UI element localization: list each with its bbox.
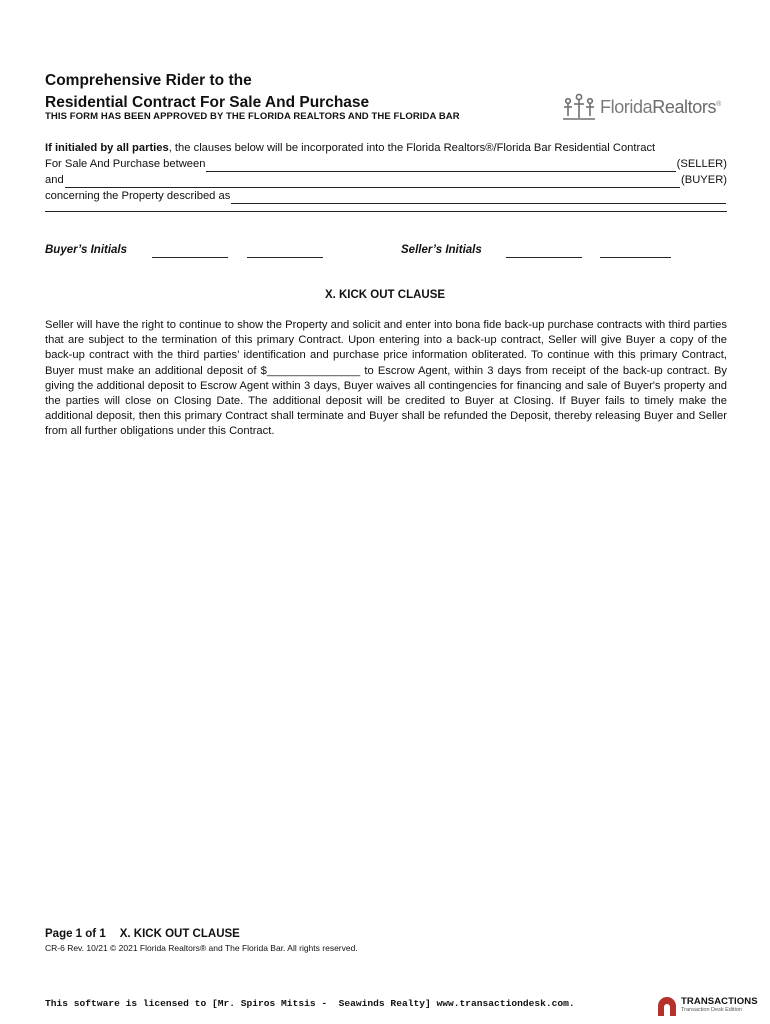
buyer-name-field[interactable] (65, 176, 680, 188)
florida-realtors-logo (562, 90, 737, 124)
clause-heading: X. KICK OUT CLAUSE (324, 289, 446, 301)
seller-tag: (SELLER) (676, 158, 727, 170)
page-number: Page 1 of 1 (45, 928, 106, 940)
title-line-1: Comprehensive Rider to the (45, 72, 252, 89)
document-title (45, 70, 525, 114)
intro-line-4 (45, 188, 727, 204)
intro-bold-lead: If initialed by all parties (45, 142, 169, 154)
buyer-initials-field-2[interactable] (247, 257, 323, 258)
transactions-logo (656, 995, 758, 1017)
intro-line-1 (45, 140, 727, 156)
clause-body: Seller will have the right to continue to show the Property and solicit and enter into bona fide back-up purchase contracts with third parties that are subject to the termination of this primary Contract. Upon entering into a back-up contract, Seller will give Buyer a copy of the back-up contract with the third parties’ identification and purchase price information obliterated. To continue with this primary Contract, Buyer must make an additional deposit of $_______________ to Escrow Agent, within 3 days from receipt of the back-up contract. By giving the additional deposit to Escrow Agent within 3 days, Buyer waives all contingencies for financing and sale of Buyer's property and the parties will close on Closing Date. The additional deposit will be credited to Buyer at Closing. If Buyer fails to timely make the additional deposit, then this primary Contract shall terminate and Buyer shall be refunded the Deposit, thereby releasing Buyer and Seller from all further obligations under this Contract. (45, 319, 727, 438)
seller-name-field[interactable] (206, 160, 675, 172)
realtors-people-icon (562, 92, 596, 122)
buyer-tag: (BUYER) (681, 174, 727, 186)
intro-rest-text: , the clauses below will be incorporated into the Florida Realtors®/Florida Bar Residential Contract (168, 142, 656, 154)
approval-statement: THIS FORM HAS BEEN APPROVED BY THE FLORIDA REALTORS AND THE FLORIDA BAR (45, 111, 460, 122)
transactions-brand: TRANSACTIONS (681, 996, 758, 1007)
seller-initials-label: Seller’s Initials (401, 244, 482, 256)
transactions-wordmark (681, 997, 758, 1015)
logo-florida: Florida (600, 96, 653, 117)
license-notice: This software is licensed to [Mr. Spiros Mitsis - Seawinds Realty] www.transactiondesk.com. (45, 998, 575, 1009)
seller-initials-field-2[interactable] (600, 257, 671, 258)
transactions-sub: Transaction Desk Edition (681, 1007, 742, 1013)
buyer-initials-label: Buyer’s Initials (45, 244, 128, 256)
property-label: concerning the Property described as (45, 190, 231, 202)
buyer-initials-field-1[interactable] (152, 257, 228, 258)
between-label: For Sale And Purchase between (45, 158, 206, 170)
logo-wordmark (600, 97, 721, 118)
seller-initials-field-1[interactable] (506, 257, 582, 258)
property-description-field[interactable] (231, 192, 726, 204)
intro-section (45, 140, 727, 204)
footer-copyright: CR-6 Rev. 10/21 © 2021 Florida Realtors® and The Florida Bar. All rights reserved. (45, 943, 358, 953)
logo-realtors: Realtors (652, 96, 717, 117)
and-label: and (45, 174, 64, 186)
intro-line-3 (45, 172, 727, 188)
footer-clause: X. KICK OUT CLAUSE (119, 928, 240, 940)
title-line-2: Residential Contract For Sale And Purchase (45, 94, 370, 111)
footer-title (45, 928, 254, 940)
logo-registered-mark: ® (716, 100, 721, 108)
transactions-arch-icon (656, 995, 678, 1017)
intro-line-2 (45, 156, 727, 172)
property-description-field-continued[interactable] (45, 211, 727, 212)
